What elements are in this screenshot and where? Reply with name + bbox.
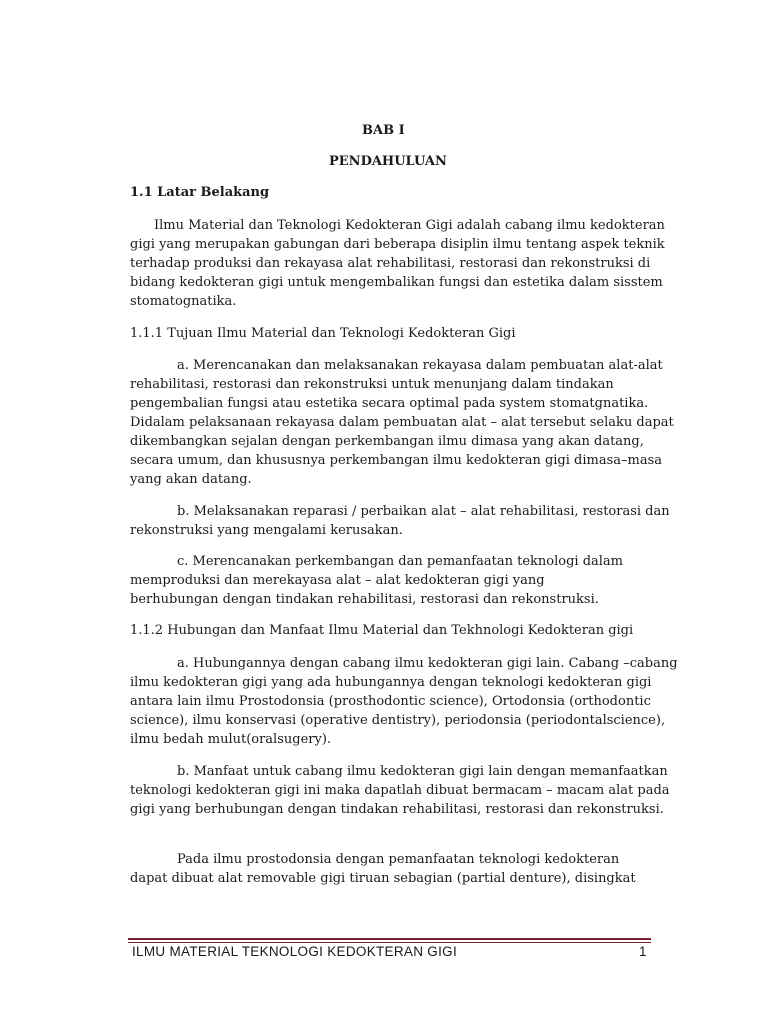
intro-line: terhadap produksi dan rekayasa alat rehabilitasi, restorasi dan rekonstruksi di <box>130 256 651 271</box>
tujuan-a-line: pengembalian fungsi atau estetika secara optimal pada system stomatgnatika. <box>130 396 649 411</box>
tujuan-a-line: yang akan datang. <box>130 472 252 487</box>
tujuan-b-line: b. Melaksanakan reparasi / perbaikan alat – alat rehabilitasi, restorasi dan <box>177 504 670 519</box>
tujuan-c-line: berhubungan dengan tindakan rehabilitasi, restorasi dan rekonstruksi. <box>130 592 599 607</box>
tujuan-b-line: rekonstruksi yang mengalami kerusakan. <box>130 523 403 538</box>
tujuan-c-line: c. Merencanakan perkembangan dan pemanfaatan teknologi dalam <box>177 554 623 569</box>
hubungan-b-line: teknologi kedokteran gigi ini maka dapatlah dibuat bermacam – macam alat pada <box>130 783 670 798</box>
section-heading: 1.1 Latar Belakang <box>130 185 270 200</box>
intro-line: gigi yang merupakan gabungan dari beberapa disiplin ilmu tentang aspek teknik <box>130 237 665 252</box>
hubungan-a-line: science), ilmu konservasi (operative dentistry), periodonsia (periodontalscience), <box>130 713 666 728</box>
intro-line: stomatognatika. <box>130 294 237 309</box>
prostodonsia-line: Pada ilmu prostodonsia dengan pemanfaatan teknologi kedokteran <box>177 852 620 867</box>
intro-line: Ilmu Material dan Teknologi Kedokteran Gigi adalah cabang ilmu kedokteran <box>154 218 665 233</box>
page-number: 1 <box>639 944 647 959</box>
intro-line: bidang kedokteran gigi untuk mengembalikan fungsi dan estetika dalam sisstem <box>130 275 663 290</box>
hubungan-a-line: ilmu bedah mulut(oralsugery). <box>130 732 332 747</box>
subsection-heading-hubungan: 1.1.2 Hubungan dan Manfaat Ilmu Material dan Tekhnologi Kedokteran gigi <box>130 623 634 638</box>
tujuan-a-line: secara umum, dan khususnya perkembangan ilmu kedokteran gigi dimasa–masa <box>130 453 663 468</box>
footer-title: ILMU MATERIAL TEKNOLOGI KEDOKTERAN GIGI <box>132 944 458 959</box>
footer-rule-thin <box>128 942 651 943</box>
tujuan-a-line: dikembangkan sejalan dengan perkembangan ilmu dimasa yang akan datang, <box>130 434 644 449</box>
tujuan-a-line: rehabilitasi, restorasi dan rekonstruksi untuk menunjang dalam tindakan <box>130 377 614 392</box>
chapter-number: BAB I <box>362 123 405 138</box>
tujuan-a-line: a. Merencanakan dan melaksanakan rekayasa dalam pembuatan alat-alat <box>177 358 663 373</box>
hubungan-b-line: gigi yang berhubungan dengan tindakan rehabilitasi, restorasi dan rekonstruksi. <box>130 802 664 817</box>
hubungan-a-paragraph <box>130 654 678 749</box>
tujuan-a-paragraph <box>130 356 674 489</box>
hubungan-a-line: ilmu kedokteran gigi yang ada hubungannya dengan teknologi kedokteran gigi <box>130 675 652 690</box>
intro-paragraph <box>130 216 665 311</box>
hubungan-b-paragraph <box>130 762 670 819</box>
hubungan-b-line: b. Manfaat untuk cabang ilmu kedokteran gigi lain dengan memanfaatkan <box>177 764 668 779</box>
subsection-heading-tujuan: 1.1.1 Tujuan Ilmu Material dan Teknologi Kedokteran Gigi <box>130 326 516 341</box>
tujuan-a-line: Didalam pelaksanaan rekayasa dalam pembuatan alat – alat tersebut selaku dapat <box>130 415 674 430</box>
chapter-title: PENDAHULUAN <box>329 154 447 169</box>
tujuan-c-line: memproduksi dan merekayasa alat – alat kedokteran gigi yang <box>130 573 545 588</box>
footer-rule <box>128 938 651 940</box>
tujuan-b-paragraph <box>130 502 670 540</box>
prostodonsia-line: dapat dibuat alat removable gigi tiruan sebagian (partial denture), disingkat <box>130 871 636 886</box>
prostodonsia-paragraph <box>130 850 636 888</box>
hubungan-a-line: a. Hubungannya dengan cabang ilmu kedokteran gigi lain. Cabang –cabang <box>177 656 678 671</box>
hubungan-a-line: antara lain ilmu Prostodonsia (prosthodontic science), Ortodonsia (orthodontic <box>130 694 651 709</box>
tujuan-c-paragraph <box>130 552 623 609</box>
